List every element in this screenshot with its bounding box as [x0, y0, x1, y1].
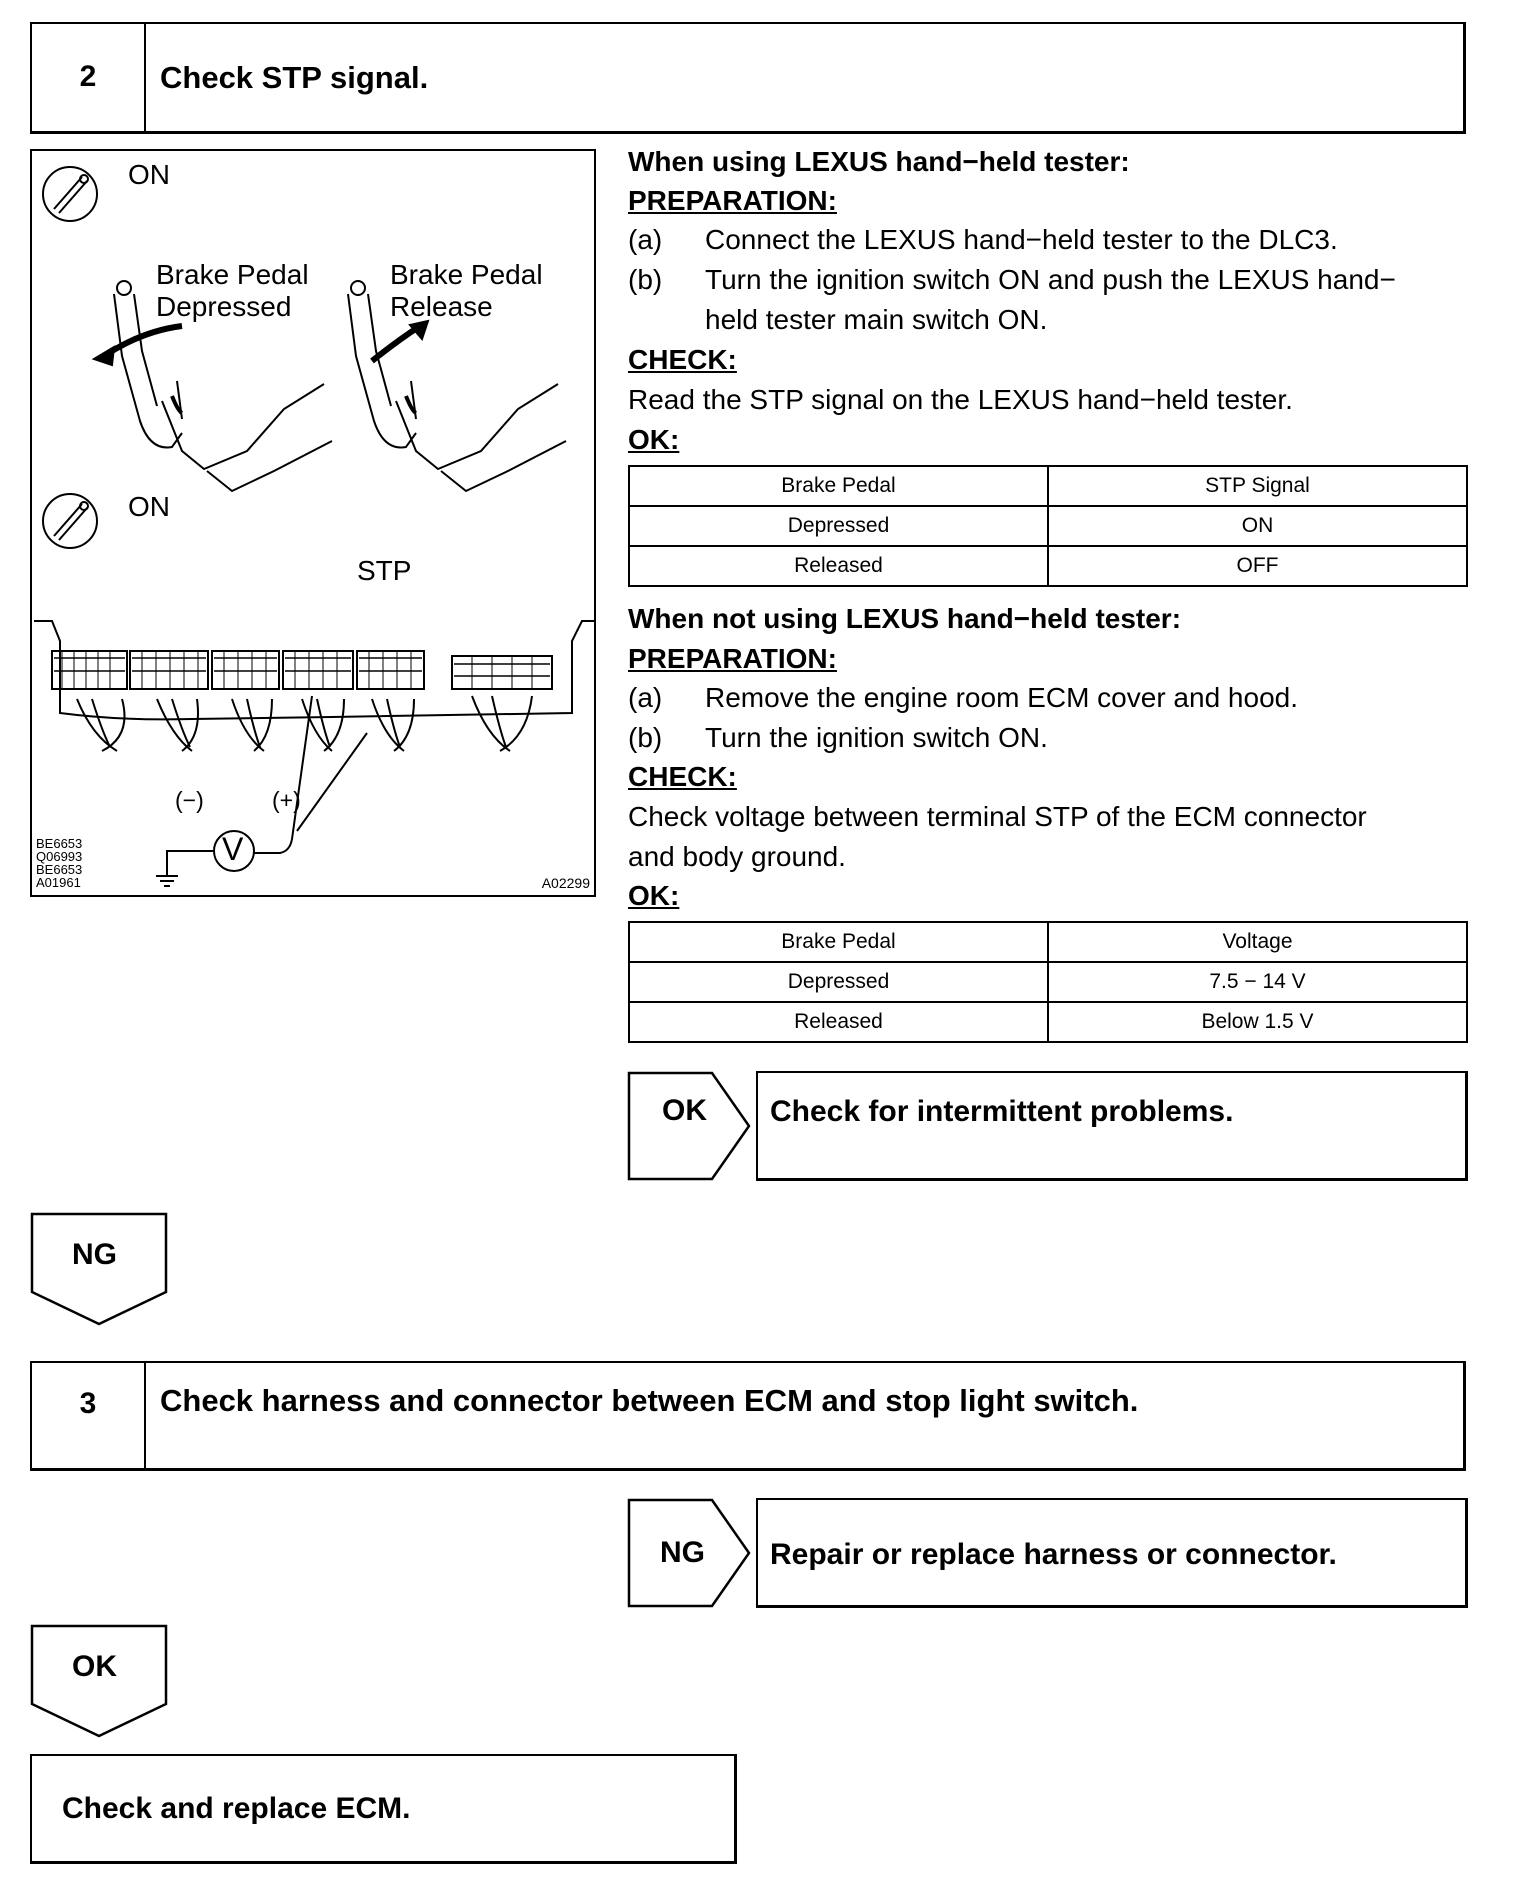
- table-row: [629, 546, 1467, 586]
- table-header-row: [629, 922, 1467, 962]
- ng-tag-1: NG: [72, 1238, 117, 1271]
- tester-heading: When using LEXUS hand−held tester:: [628, 146, 1130, 177]
- ok-arrow-down-icon: [30, 1624, 172, 1744]
- figure-code: A01961: [36, 875, 81, 890]
- ng-tag-3: NG: [660, 1536, 705, 1569]
- step2-number: 2: [79, 60, 97, 93]
- table-cell: Released: [629, 546, 1048, 586]
- no-tester-item-a-mark: (a): [628, 682, 663, 713]
- ok-tag-1: OK: [662, 1094, 707, 1127]
- table-row: [629, 962, 1467, 1002]
- tester-check: CHECK:: [628, 344, 737, 375]
- no-tester-check-line1: Check voltage between terminal STP of the ECM connector: [628, 801, 1367, 832]
- table-cell: 7.5 − 14 V: [1048, 962, 1467, 1002]
- table-cell: OFF: [1048, 546, 1467, 586]
- table-cell: Below 1.5 V: [1048, 1002, 1467, 1042]
- step3-number: 3: [79, 1387, 97, 1420]
- table-header-cell: Brake Pedal: [629, 922, 1048, 962]
- table-header-cell: STP Signal: [1048, 466, 1467, 506]
- brake-release-label-line1: Brake Pedal: [390, 259, 543, 290]
- brake-depressed-label-line1: Brake Pedal: [156, 259, 309, 290]
- no-tester-heading: When not using LEXUS hand−held tester:: [628, 603, 1182, 634]
- table-cell: Depressed: [629, 962, 1048, 1002]
- tester-item-a: Connect the LEXUS hand−held tester to the DLC3.: [705, 224, 1338, 255]
- brake-depressed-label-line2: Depressed: [156, 291, 292, 322]
- stp-label: STP: [357, 555, 412, 586]
- no-tester-ok: OK:: [628, 880, 680, 911]
- table-cell: ON: [1048, 506, 1467, 546]
- no-tester-item-a: Remove the engine room ECM cover and hood.: [705, 682, 1298, 713]
- tester-item-a-mark: (a): [628, 224, 663, 255]
- figure-code: BE6653: [36, 836, 83, 851]
- ng-result-text-3: Repair or replace harness or connector.: [770, 1538, 1337, 1571]
- no-tester-check-line2: and body ground.: [628, 841, 846, 872]
- step3-title: Check harness and connector between ECM and stop light switch.: [160, 1383, 1139, 1418]
- step3-header: [30, 1361, 1466, 1471]
- no-tester-check: CHECK:: [628, 761, 737, 792]
- table-row: [629, 506, 1467, 546]
- stp-signal-table: [628, 465, 1468, 587]
- table-header-cell: Brake Pedal: [629, 466, 1048, 506]
- ignition-key-icon: [43, 494, 97, 548]
- ignition-on-label: ON: [128, 159, 170, 190]
- ignition-key-icon: [43, 167, 97, 221]
- figure-code: BE6653: [36, 862, 83, 877]
- figure-codes: [36, 837, 82, 889]
- tester-preparation: PREPARATION:: [628, 185, 837, 216]
- final-box: [30, 1754, 737, 1864]
- tester-item-b-mark: (b): [628, 264, 663, 295]
- figure-code: Q06993: [36, 849, 83, 864]
- figure-id: A02299: [541, 875, 590, 891]
- tester-check-text: Read the STP signal on the LEXUS hand−held tester.: [628, 384, 1293, 415]
- table-row: [629, 1002, 1467, 1042]
- ng-arrow-down-icon: [30, 1212, 172, 1332]
- table-cell: Released: [629, 1002, 1048, 1042]
- ng-result-box-3: [756, 1498, 1468, 1608]
- brake-release-label-line2: Release: [390, 291, 493, 322]
- voltmeter-label: V: [222, 831, 244, 867]
- brake-release-label: [390, 259, 543, 323]
- final-text: Check and replace ECM.: [62, 1792, 411, 1825]
- ok-tag-3: OK: [72, 1650, 117, 1683]
- ecm-connector-drawing: [34, 621, 594, 886]
- ignition-on-label: ON: [128, 491, 170, 522]
- no-tester-item-b-mark: (b): [628, 722, 663, 753]
- table-cell: Depressed: [629, 506, 1048, 546]
- table-header-cell: Voltage: [1048, 922, 1467, 962]
- plus-terminal-label: (+): [272, 787, 301, 813]
- tester-item-b-line2: held tester main switch ON.: [705, 304, 1048, 335]
- ok-result-text-1: Check for intermittent problems.: [770, 1095, 1234, 1128]
- voltage-table: [628, 921, 1468, 1043]
- brake-depressed-label: [156, 259, 309, 323]
- ok-result-box-1: [756, 1071, 1468, 1181]
- no-tester-item-b: Turn the ignition switch ON.: [705, 722, 1048, 753]
- step2-header: [30, 22, 1466, 134]
- tester-ok: OK:: [628, 424, 680, 455]
- figure-panel: [30, 149, 596, 897]
- step3-divider: [144, 1363, 146, 1469]
- tester-item-b-line1: Turn the ignition switch ON and push the LEXUS hand−: [705, 264, 1396, 295]
- step2-title: Check STP signal.: [160, 60, 429, 95]
- table-header-row: [629, 466, 1467, 506]
- no-tester-preparation: PREPARATION:: [628, 643, 837, 674]
- minus-terminal-label: (−): [175, 787, 204, 813]
- step2-divider: [144, 24, 146, 132]
